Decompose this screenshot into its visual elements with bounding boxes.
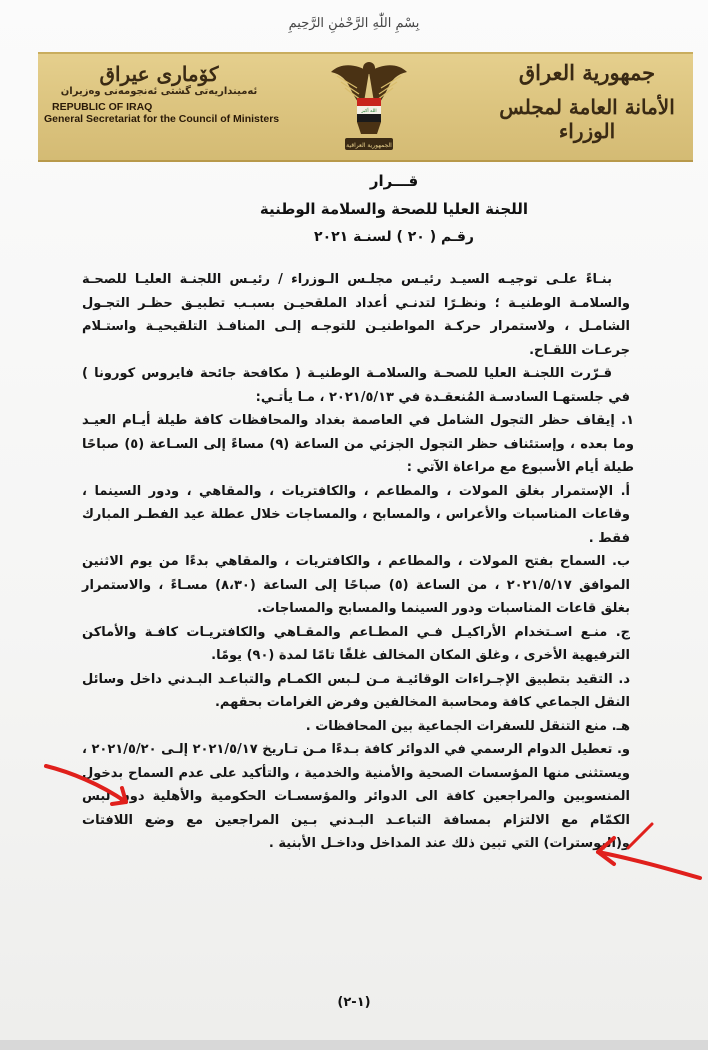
- item-text: منـع اسـتخدام الأراكيـل فـي المطـاعم والمقـاهي والكافتريـات كافـة والأماكن الترفيهية الأخرى ، وغلق المكان المخالف غلقًا تامًا لمدة (٩٠) يومًا.: [82, 624, 630, 663]
- eagle-emblem-icon: [327, 54, 411, 158]
- english-republic: REPUBLIC OF IRAQ: [52, 101, 153, 113]
- emblem-label: الجمهورية العراقية: [346, 142, 392, 149]
- right-red-arrow-icon: [588, 818, 706, 886]
- list-item: [82, 668, 630, 715]
- decision-body: [82, 268, 635, 856]
- list-item: [82, 715, 630, 739]
- kurdish-subtitle: ئه‌مینداریه‌تی گشتی ئه‌نجومه‌نی وه‌زیران: [60, 86, 258, 97]
- decision-number: رقـم ( ٢٠ ) لسنـة ٢٠٢١: [314, 229, 474, 245]
- item-text: إيقاف حظر التجول الشامل في العاصمة بغداد والمحافظات كافة طيلة أيـام العيـد وما بعده ، وإستئناف حظر التجول الجزئي من الساعة (٩) مساءً إلى السـاعة (٥) صباحًا طيلة أيام الأسبوع مع مراعاة الآتي :: [82, 413, 635, 475]
- basmala: بِسْمِ اللّٰهِ الرَّحْمٰنِ الرَّحِيمِ: [288, 16, 420, 31]
- item-number: هـ.: [611, 718, 630, 734]
- arabic-secretariat: الأمانة العامة لمجلس الوزراء: [499, 95, 675, 143]
- letterhead-right: [487, 60, 687, 143]
- list-item: [82, 409, 634, 480]
- arabic-republic: جمهورية العراق: [518, 60, 656, 85]
- list-item: [82, 621, 630, 668]
- item-number: ب.: [612, 554, 631, 569]
- item-text: منع التنقل للسفرات الجماعية بين المحافظات .: [305, 718, 608, 734]
- bottom-strip: [0, 1040, 708, 1050]
- item-number: أ.: [620, 483, 631, 499]
- item-number: د.: [618, 671, 630, 687]
- committee-title: اللجنة العليا للصحة والسلامة الوطنية: [259, 200, 529, 218]
- list-item: [82, 480, 630, 551]
- item-text: التقيد بتطبيق الإجـراءات الوقائيـة مـن لـبس الكمـام والتباعـد البـدني داخل وسائل النقل الجماعي كافة ومحاسبة المخالفين وفرض الغرامات بحقهم.: [82, 671, 630, 710]
- list-item: [82, 738, 630, 856]
- intro-paragraph: بنـاءً علـى توجيـه السيـد رئيـس مجلـس الـوزراء / رئيـس اللجنـة العليـا للصحـة والسلامـة الوطنيـة ؛ ونظـرًا لتدنـي أعداد الملقحيـن بسبـب تطبيـق حظـر التجـول الشامـل ، ولاستمرار حركـة المواطنيـن للتوجـه إلـى المنافـذ التلقيحيـة واستـلام جرعـات اللقـاح.: [82, 272, 630, 358]
- item-text: السماح بفتح المولات ، والمطاعم ، والكافتريات ، والمقاهي بدءًا من يوم الاثنين الموافق ٢٠٢١/٥/١٧ ، من الساعة (٥) صباحًا إلى الساعة (٨،٣٠) مسـاءً ، والاستمرار بغلق قاعات المناسبات ودور السينما والمسابح والمساجات.: [82, 554, 630, 616]
- item-number: ١.: [621, 413, 634, 428]
- decided-paragraph: قـرّرت اللجنـة العليا للصحـة والسلامـة الوطنيـة ( مكافحة جائحة فايروس كورونا ) في جلستهـا السادسـة المُنعقـدة في ٢٠٢١/٥/١٣ ، مـا يأتـي:: [82, 366, 630, 405]
- item-number: و.: [616, 742, 630, 757]
- decision-title: قـــرار: [369, 172, 419, 190]
- kurdish-title: کۆماری عیراق: [99, 62, 219, 86]
- english-secretariat: General Secretariat for the Council of Ministers: [44, 113, 280, 125]
- letterhead: [38, 52, 693, 162]
- item-number: ج.: [615, 624, 630, 640]
- item-text: الإستمرار بغلق المولات ، والمطاعم ، والكافتريات ، والمقاهي ، ودور السينما ، وقاعات المناسبات والأعراس ، والمسابح ، والمساجات خلال عطلة عيد الفطـر المبارك فقط .: [82, 483, 630, 546]
- flag-text: الله أكبر: [361, 109, 377, 114]
- page-number: (١-٢): [337, 995, 371, 1010]
- left-red-arrow-icon: [40, 758, 140, 818]
- list-item: [82, 550, 630, 621]
- item-text: تعطيل الدوام الرسمي في الدوائر كافة بـدءًا مـن تـاريخ ٢٠٢١/٥/١٧ إلـى ٢٠٢١/٥/٢٠ ، ويستثنى منها المؤسسات الصحية والأمنية والخدمية ، والتأكيد على عدم السماح بدخول المنسوبين والمراجعين كافة الى الدوائر والمؤسسـات الحكومية والأهلية دون لبس الكمّام مع الالتزام بمسافة التباعـد البـدني بـين المراجعين مع وضع اللافتات و(البوسترات) التي تبين ذلك عند المداخل وداخـل الأبنية .: [82, 742, 630, 851]
- letterhead-left: [44, 62, 280, 125]
